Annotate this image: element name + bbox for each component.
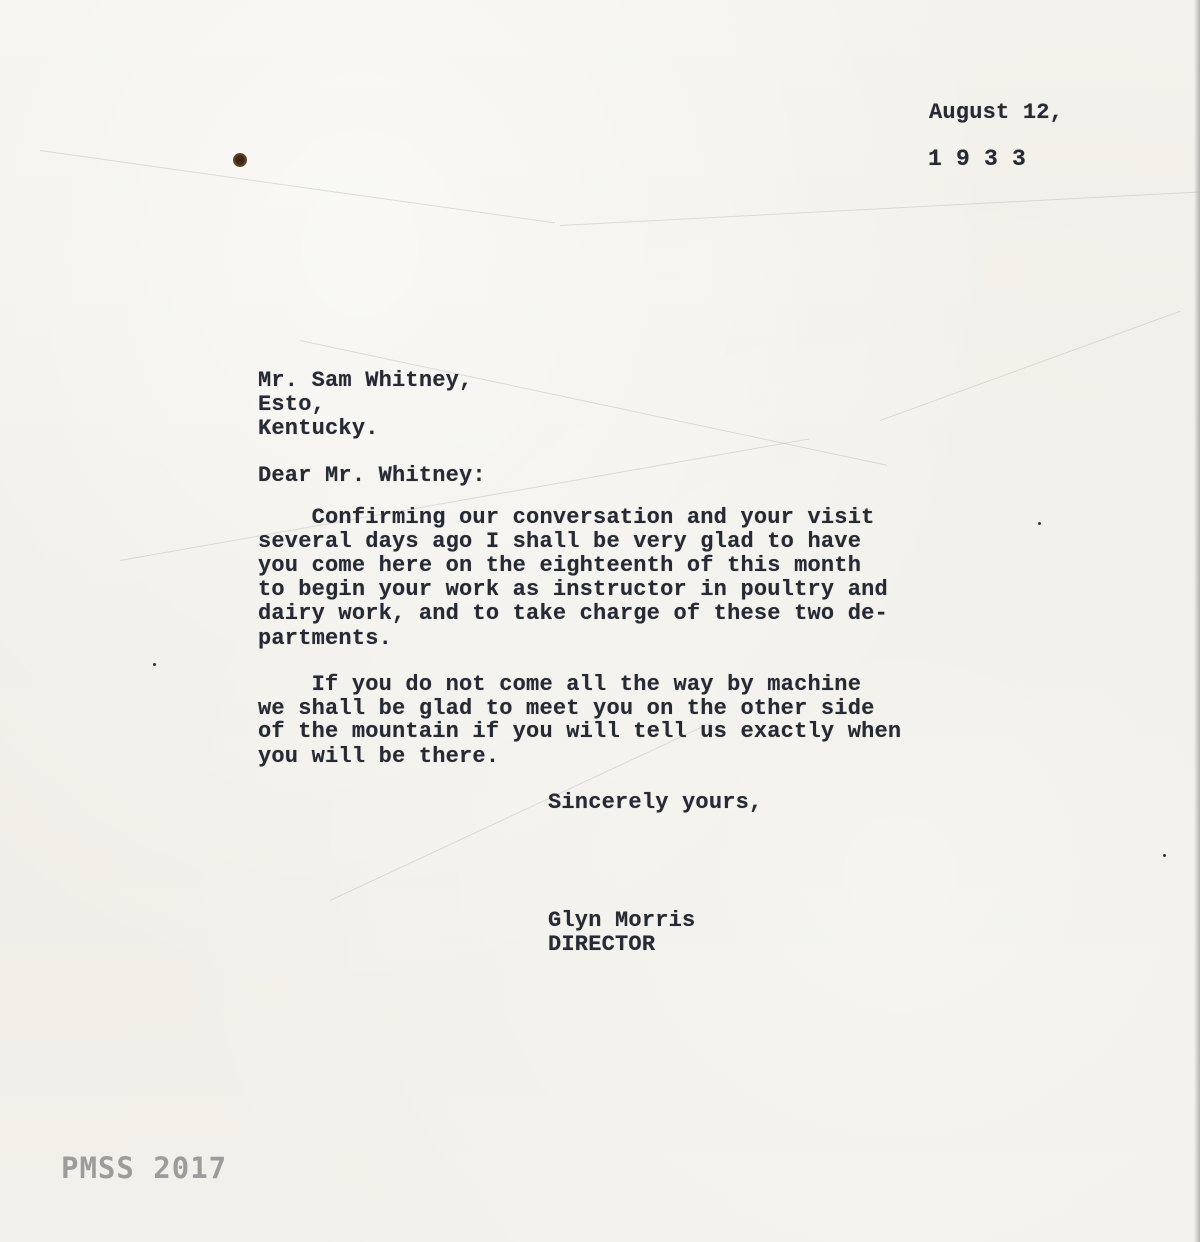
paragraph2-line: of the mountain if you will tell us exactly when bbox=[258, 719, 902, 744]
signer-name: Glyn Morris bbox=[548, 908, 696, 933]
paragraph2-line: If you do not come all the way by machine bbox=[258, 672, 862, 697]
paper-crease bbox=[300, 340, 887, 466]
paper-crease bbox=[880, 311, 1181, 421]
paper-edge-shadow bbox=[1194, 0, 1200, 1242]
letter-date: August 12, bbox=[929, 100, 1064, 125]
speck bbox=[153, 663, 156, 666]
paper-crease bbox=[560, 192, 1199, 226]
speck bbox=[1163, 854, 1166, 857]
ink-spot bbox=[233, 153, 247, 167]
paragraph1-line: you come here on the eighteenth of this month bbox=[258, 553, 862, 578]
letter-year: 1 9 3 3 bbox=[928, 146, 1027, 172]
address-line-state: Kentucky. bbox=[258, 416, 379, 441]
archive-watermark: PMSS 2017 bbox=[61, 1151, 228, 1185]
signer-title: DIRECTOR bbox=[548, 932, 656, 957]
closing: Sincerely yours, bbox=[548, 790, 763, 815]
paper-crease bbox=[40, 150, 555, 223]
paragraph2-line: you will be there. bbox=[258, 744, 500, 769]
paragraph2-line: we shall be glad to meet you on the other side bbox=[258, 696, 875, 721]
paragraph1-line: Confirming our conversation and your visit bbox=[258, 505, 875, 530]
address-line-name: Mr. Sam Whitney, bbox=[258, 368, 473, 393]
address-line-town: Esto, bbox=[258, 392, 326, 417]
paragraph1-line: several days ago I shall be very glad to have bbox=[258, 529, 862, 554]
paragraph1-line: dairy work, and to take charge of these two de- bbox=[258, 601, 888, 626]
salutation: Dear Mr. Whitney: bbox=[258, 463, 486, 488]
speck bbox=[1038, 522, 1041, 525]
paragraph1-line: partments. bbox=[258, 626, 393, 651]
paragraph1-line: to begin your work as instructor in poultry and bbox=[258, 577, 888, 602]
